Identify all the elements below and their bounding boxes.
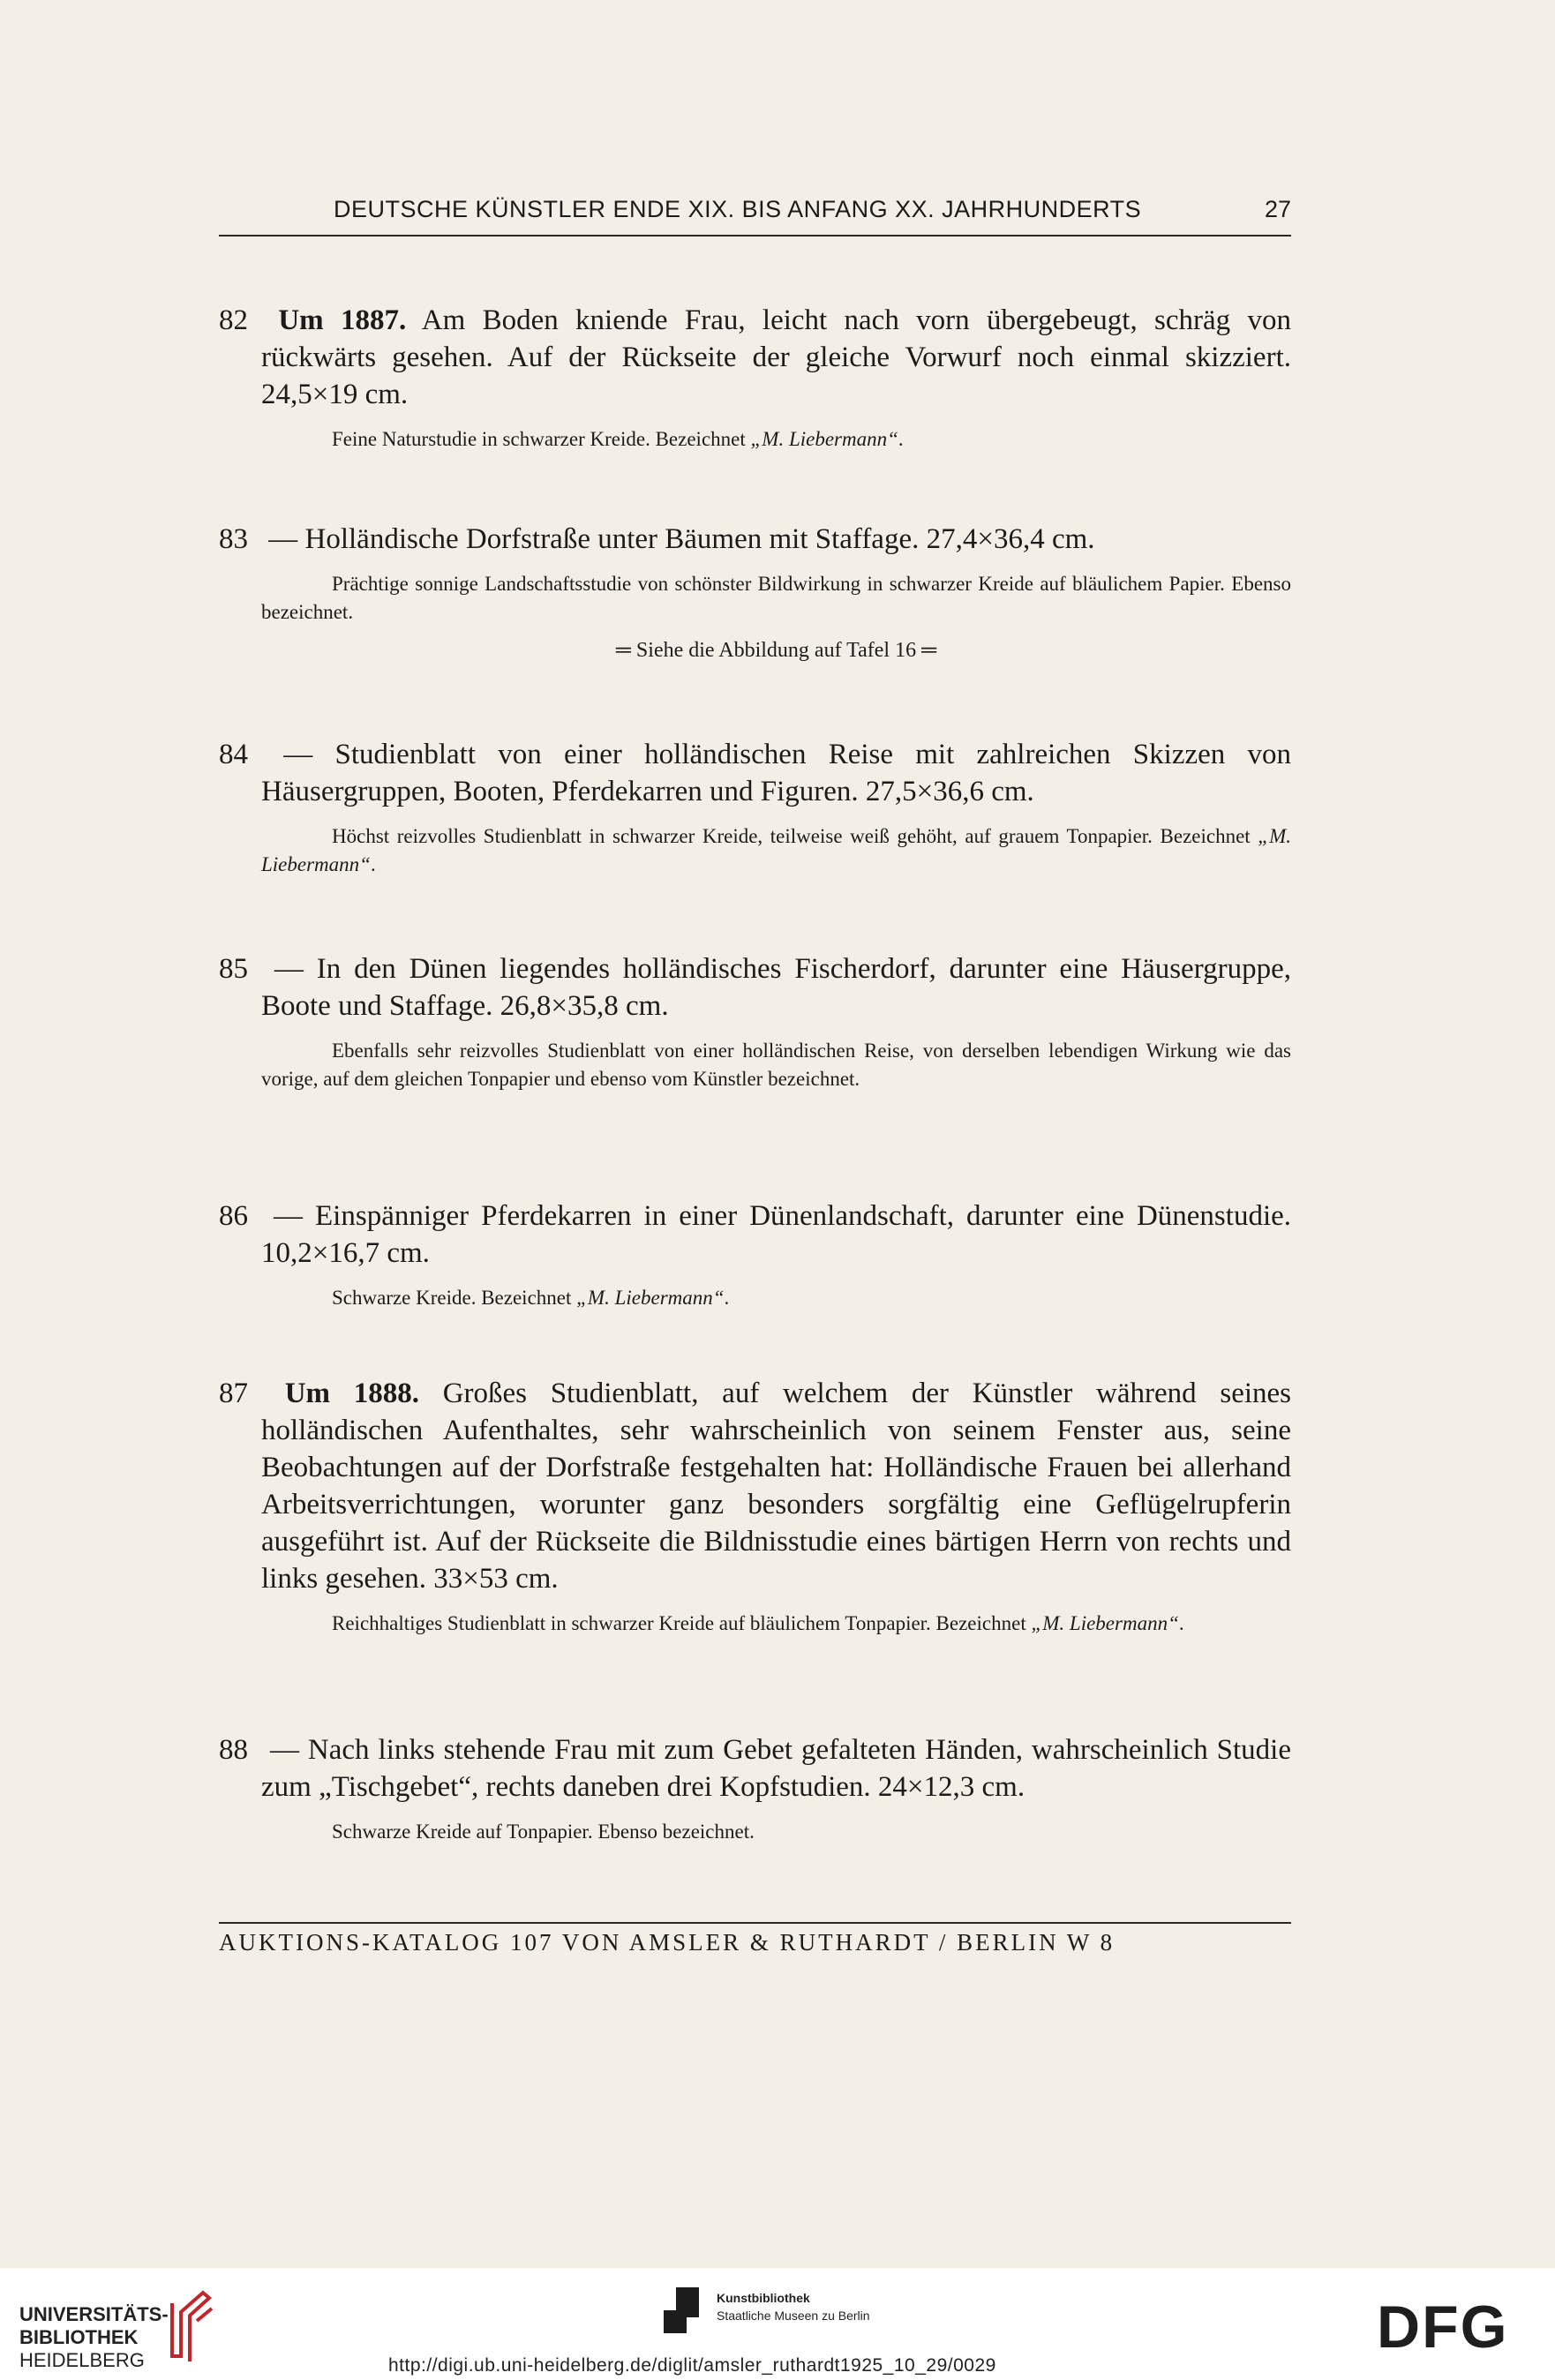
entry-number: 82 (219, 304, 248, 336)
page-number: 27 (1264, 196, 1291, 222)
entry-text: — Nach links stehende Frau mit zum Gebet gefalteten Händen, wahrscheinlich Studie zum „Tischgebet“, rechts daneben drei Kopfstudien. 24×12,3 cm. (261, 1734, 1291, 1803)
entry-number: 83 (219, 523, 248, 555)
entry-description (219, 1731, 1291, 1806)
digitization-bar (0, 2268, 1555, 2380)
signature: „M. Liebermann“ (1031, 1612, 1179, 1634)
plate-reference: ═ Siehe die Abbildung auf Tafel 16 ═ (615, 639, 937, 662)
entry-note: Schwarze Kreide auf Tonpapier. Ebenso bezeichnet. (332, 1821, 755, 1843)
ub-heidelberg-logo[interactable]: UNIVERSITÄTS- BIBLIOTHEK HEIDELBERG (19, 2303, 169, 2371)
catalog-entry-84 (219, 736, 1291, 879)
catalog-entry-83 (219, 521, 1291, 663)
entry-text: Am Boden kniende Frau, leicht nach vorn übergebeugt, schräg von rückwärts gesehen. Auf der Rückseite der gleiche Vorwurf noch einmal skizziert. 24,5×19 cm. (261, 304, 1291, 410)
entry-number: 86 (219, 1200, 248, 1232)
entry-text: Großes Studienblatt, auf welchem der Künstler während seines holländischen Aufenthaltes, sehr wahrscheinlich von seinem Fenster aus, seine Beobachtungen auf der Dorfstraße festgehalten hat: Holländische Frauen bei allerhand Arbeitsverrichtungen, worunter ganz besonders sorgfältig eine Geflügelrupferin ausgeführt ist. Auf der Rückseite die Bildnisstudie eines bärtigen Herrn von rechts und links gesehen. 33×53 cm. (261, 1378, 1292, 1595)
entry-note: Höchst reizvolles Studienblatt in schwarzer Kreide, teilweise weiß gehöht, auf grauem Tonpapier. Bezeichnet „M. Liebermann“. (261, 825, 1291, 875)
catalog-entry-87 (219, 1375, 1291, 1638)
catalog-entry-88 (219, 1731, 1291, 1846)
entry-description (219, 302, 1291, 413)
catalog-footer: AUKTIONS-KATALOG 107 VON AMSLER & RUTHARDT / BERLIN W 8 (219, 1922, 1291, 1956)
entry-number: 85 (219, 953, 248, 985)
entry-description (219, 521, 1291, 558)
entry-text: — Einspänniger Pferdekarren in einer Dünenlandschaft, darunter eine Dünenstudie. 10,2×16,7 cm. (261, 1200, 1292, 1269)
kunstbibliothek-label[interactable]: Kunstbibliothek Staatliche Museen zu Berlin (717, 2291, 870, 2323)
entry-year: Um 1888. (284, 1378, 419, 1409)
entry-text: — Studienblatt von einer holländischen Reise mit zahlreichen Skizzen von Häusergruppen, Booten, Pferdekarren und Figuren. 27,5×36,6 cm. (261, 739, 1292, 807)
entry-description (219, 1198, 1291, 1272)
catalog-entry-82 (219, 302, 1291, 454)
entry-year: Um 1887. (278, 304, 407, 336)
header-title: DEUTSCHE KÜNSTLER ENDE XIX. BIS ANFANG XX. JAHRHUNDERTS (334, 196, 1142, 222)
entry-note: Reichhaltiges Studienblatt in schwarzer Kreide auf bläulichem Tonpapier. Bezeichnet „M. Liebermann“. (332, 1612, 1184, 1634)
signature: „M. Liebermann“ (261, 825, 1291, 875)
entry-number: 87 (219, 1378, 248, 1409)
entry-note: Feine Naturstudie in schwarzer Kreide. Bezeichnet „M. Liebermann“. (332, 428, 904, 450)
permalink-url[interactable]: http://digi.ub.uni-heidelberg.de/diglit/amsler_ruthardt1925_10_29/0029 (388, 2355, 996, 2376)
catalog-entry-85 (219, 950, 1291, 1093)
signature: „M. Liebermann“ (576, 1287, 725, 1309)
running-header (219, 196, 1291, 236)
catalog-entry-86 (219, 1198, 1291, 1312)
entry-description (219, 736, 1291, 810)
entry-text: — In den Dünen liegendes holländisches Fischerdorf, darunter eine Häusergruppe, Boote und Staffage. 26,8×35,8 cm. (261, 953, 1291, 1022)
dfg-logo[interactable]: DFG (1377, 2294, 1509, 2361)
entry-note: Ebenfalls sehr reizvolles Studienblatt von einer holländischen Reise, von derselben lebendigen Wirkung wie das vorige, auf dem gleichen Tonpapier und ebenso vom Künstler bezeichnet. (261, 1040, 1291, 1090)
entry-number: 84 (219, 739, 248, 770)
entry-text: — Holländische Dorfstraße unter Bäumen mit Staffage. 27,4×36,4 cm. (268, 523, 1095, 555)
ub-emblem-icon (163, 2286, 216, 2365)
entry-number: 88 (219, 1734, 248, 1766)
entry-note: Prächtige sonnige Landschaftsstudie von schönster Bildwirkung in schwarzer Kreide auf bläulichem Papier. Ebenso bezeichnet. (261, 573, 1291, 623)
entry-note: Schwarze Kreide. Bezeichnet „M. Liebermann“. (332, 1287, 730, 1309)
entry-description (219, 950, 1291, 1025)
entry-description (219, 1375, 1291, 1597)
signature: „M. Liebermann“ (750, 428, 898, 450)
kunstbibliothek-logo-icon (664, 2287, 710, 2333)
